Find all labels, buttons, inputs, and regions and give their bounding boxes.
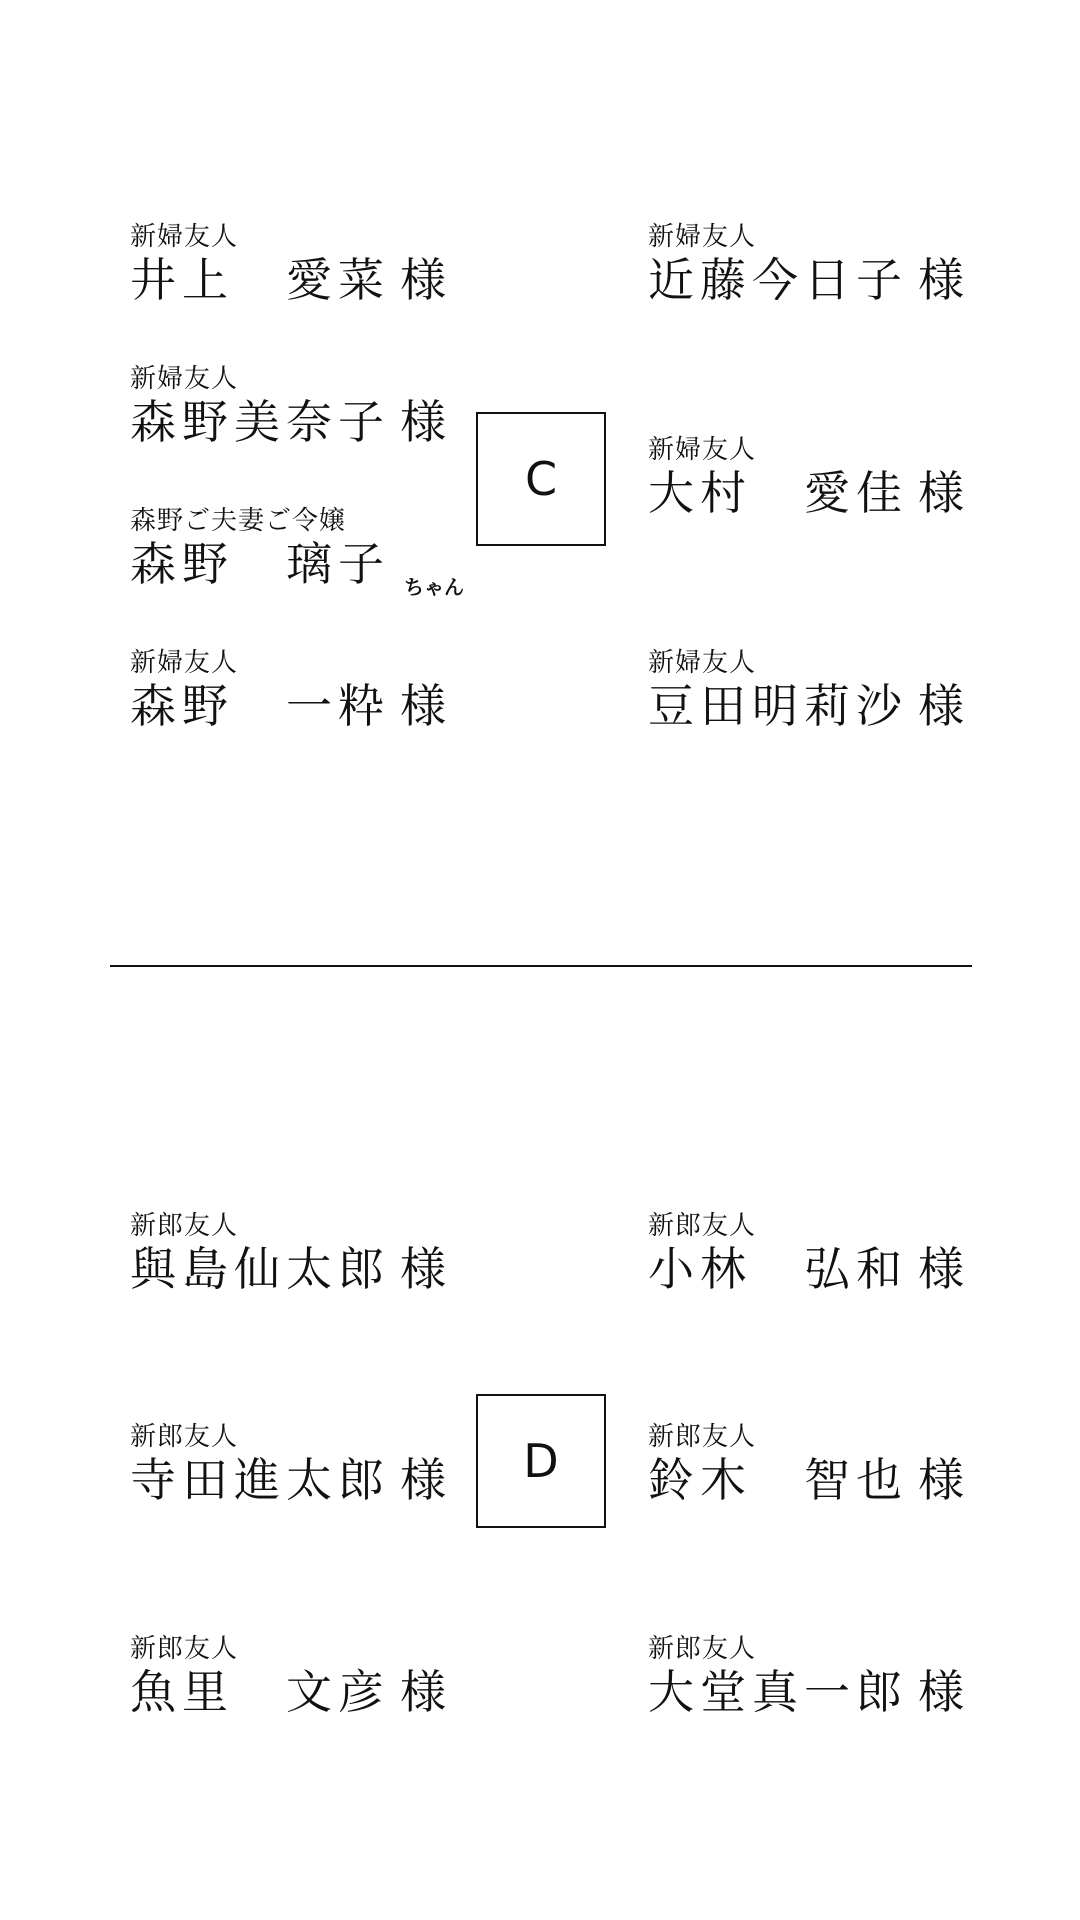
guest-relation: 新婦友人 — [130, 364, 239, 394]
guest-name: 森野 璃子 — [130, 537, 390, 591]
guest-name: 小林 弘和 — [648, 1242, 908, 1296]
guest-name: 魚里 文彦 — [130, 1665, 390, 1719]
guest-relation: 新郎友人 — [648, 1422, 757, 1452]
guest-relation: 新婦友人 — [648, 222, 757, 252]
guest-honorific: 様 — [400, 1453, 446, 1507]
guest-name-row — [648, 252, 964, 308]
guest-name-row — [648, 678, 964, 734]
guest-card — [130, 1422, 446, 1508]
guest-honorific: ちゃん — [404, 575, 464, 599]
guest-name: 豆田明莉沙 — [648, 679, 908, 733]
guest-card — [648, 222, 964, 308]
guest-honorific: 様 — [918, 1242, 964, 1296]
guest-honorific: 様 — [918, 253, 964, 307]
table-label: C — [524, 452, 558, 506]
guest-card — [648, 435, 964, 521]
guest-name-row — [130, 1452, 446, 1508]
table-label: D — [523, 1434, 559, 1488]
guest-honorific: 様 — [400, 679, 446, 733]
guest-name: 井上 愛菜 — [130, 253, 390, 307]
guest-honorific: 様 — [400, 395, 446, 449]
guest-relation: 新郎友人 — [648, 1634, 757, 1664]
guest-card — [648, 1422, 964, 1508]
guest-honorific: 様 — [918, 679, 964, 733]
guest-relation: 新婦友人 — [130, 648, 239, 678]
guest-relation: 新郎友人 — [130, 1634, 239, 1664]
guest-name-row — [648, 1452, 964, 1508]
table-label-box — [476, 412, 606, 546]
guest-name-row — [130, 394, 446, 450]
guest-relation: 新婦友人 — [130, 222, 239, 252]
guest-card — [130, 222, 446, 308]
table-label-box — [476, 1394, 606, 1528]
guest-name-row — [130, 1241, 446, 1297]
guest-relation: 新婦友人 — [648, 435, 757, 465]
guest-name-row — [130, 678, 446, 734]
guest-card — [130, 648, 446, 734]
guest-name: 大村 愛佳 — [648, 466, 908, 520]
guest-name-row — [648, 1241, 964, 1297]
guest-relation: 新婦友人 — [648, 648, 757, 678]
guest-name-row — [130, 1664, 446, 1720]
guest-name-row — [130, 252, 446, 308]
guest-relation: 新郎友人 — [130, 1422, 239, 1452]
guest-name: 大堂真一郎 — [648, 1665, 908, 1719]
guest-card — [648, 1211, 964, 1297]
guest-name: 近藤今日子 — [648, 253, 908, 307]
guest-card — [130, 364, 446, 450]
guest-honorific: 様 — [918, 1665, 964, 1719]
guest-card — [130, 1211, 446, 1297]
section-divider — [110, 965, 972, 967]
guest-honorific: 様 — [918, 1453, 964, 1507]
guest-name-row — [130, 536, 464, 599]
guest-honorific: 様 — [400, 253, 446, 307]
guest-card — [648, 1634, 964, 1720]
guest-honorific: 様 — [918, 466, 964, 520]
guest-card — [648, 648, 964, 734]
guest-name-row — [648, 465, 964, 521]
guest-card — [130, 506, 464, 599]
guest-honorific: 様 — [400, 1242, 446, 1296]
guest-name: 與島仙太郎 — [130, 1242, 390, 1296]
guest-relation: 新郎友人 — [648, 1211, 757, 1241]
guest-relation: 新郎友人 — [130, 1211, 239, 1241]
guest-honorific: 様 — [400, 1665, 446, 1719]
guest-name: 森野 一粋 — [130, 679, 390, 733]
guest-name: 鈴木 智也 — [648, 1453, 908, 1507]
guest-relation: 森野ご夫妻ご令嬢 — [130, 506, 347, 536]
guest-name-row — [648, 1664, 964, 1720]
guest-name: 寺田進太郎 — [130, 1453, 390, 1507]
guest-card — [130, 1634, 446, 1720]
guest-name: 森野美奈子 — [130, 395, 390, 449]
